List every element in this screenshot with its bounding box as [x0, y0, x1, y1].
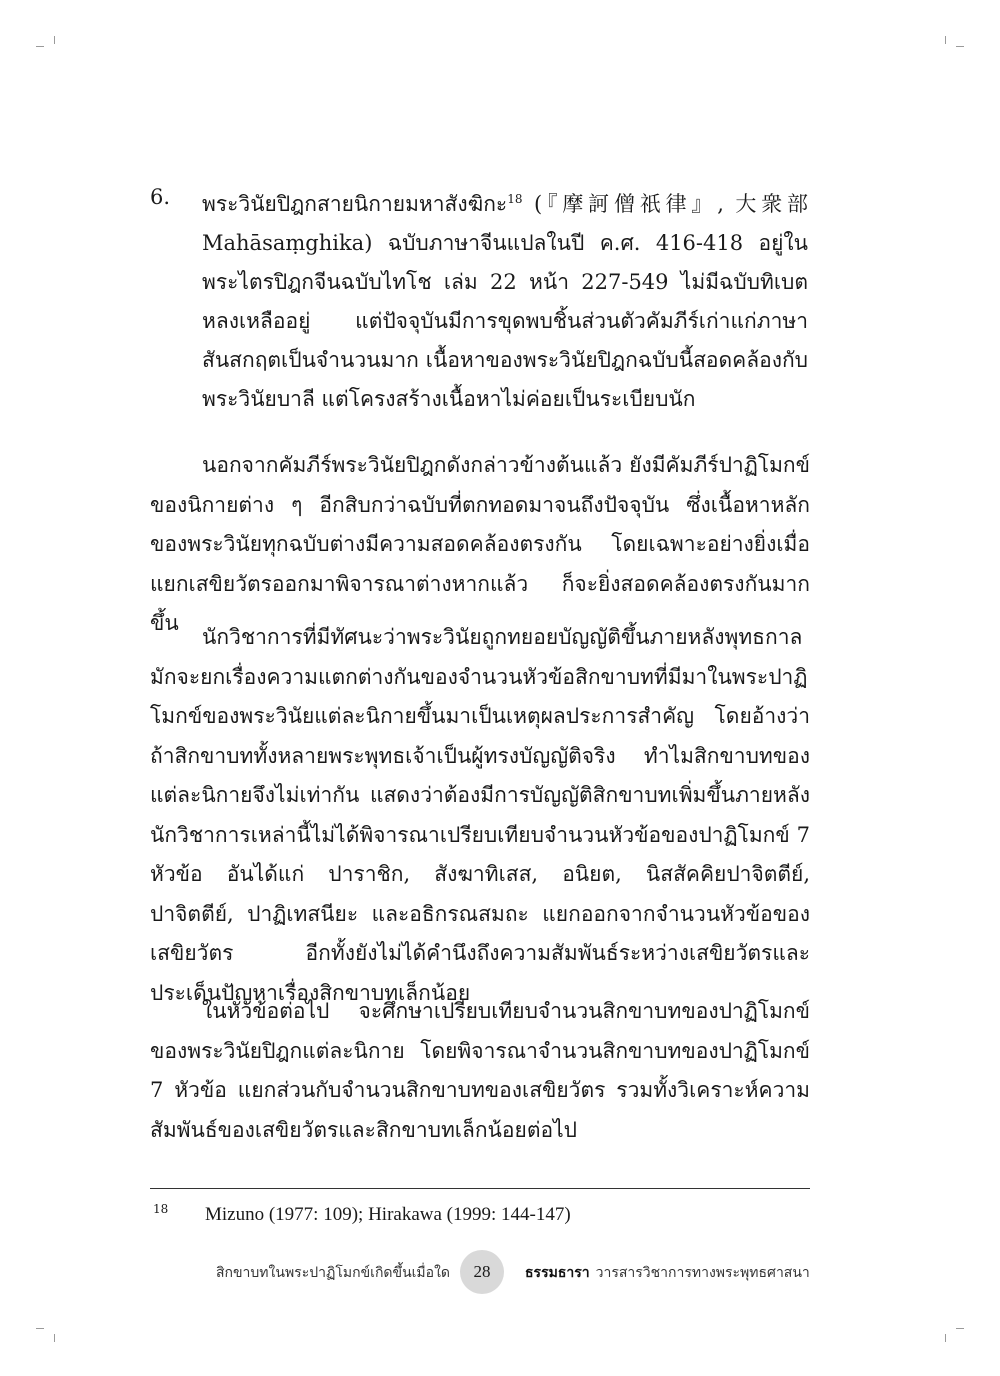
crop-mark — [54, 1334, 55, 1342]
crop-mark — [36, 1328, 44, 1329]
footnote-number: 18 — [153, 1202, 169, 1216]
page-number-text: 28 — [473, 1262, 491, 1281]
journal-title — [525, 1262, 810, 1284]
crop-mark — [945, 1334, 946, 1342]
page-number — [460, 1250, 504, 1294]
crop-mark — [956, 46, 964, 47]
item-lead: พระวินัยปิฎกสายนิกายมหาสังฆิกะ — [202, 192, 508, 216]
journal-name: ธรรมธารา — [525, 1265, 590, 1281]
journal-description: วารสารวิชาการทางพระพุทธศาสนา — [595, 1265, 810, 1281]
crop-mark — [36, 46, 44, 47]
footnote-reference[interactable]: 18 — [507, 192, 523, 206]
footnote-divider — [150, 1188, 810, 1189]
crop-mark — [945, 36, 946, 44]
body-paragraph-1: นอกจากคัมภีร์พระวินัยปิฎกดังกล่าวข้างต้นแล้ว ยังมีคัมภีร์ปาฏิโมกข์ของนิกายต่าง ๆ อีกสิบกว่าฉบับที่ตกทอดมาจนถึงปัจจุบัน ซึ่งเนื้อหาหลักของพระวินัยทุกฉบับต่างมีความสอดคล้องตรงกัน โดยเฉพาะอย่างยิ่งเมื่อแยกเสขิยวัตรออกมาพิจารณาต่างหากแล้ว ก็จะยิ่งสอดคล้องตรงกันมากขึ้น — [150, 453, 810, 635]
body-paragraph-3: ในหัวข้อต่อไป จะศึกษาเปรียบเทียบจำนวนสิกขาบทของปาฏิโมกข์ของพระวินัยปิฎกแต่ละนิกาย โดยพิจารณาจำนวนสิกขาบทของปาฏิโมกข์ 7 หัวข้อ แยกส่วนกับจำนวนสิกขาบทของเสขิยวัตร รวมทั้งวิเคราะห์ความสัมพันธ์ของเสขิยวัตรและสิกขาบทเล็กน้อยต่อไป — [150, 999, 810, 1142]
numbered-item — [150, 185, 810, 419]
crop-mark — [956, 1328, 964, 1329]
body-paragraph-2: นักวิชาการที่มีทัศนะว่าพระวินัยถูกทยอยบัญญัติขึ้นภายหลังพุทธกาล มักจะยกเรื่องความแตกต่างกันของจำนวนหัวข้อสิกขาบทที่มีมาในพระปาฏิโมกข์ของพระวินัยแต่ละนิกายขึ้นมาเป็นเหตุผลประการสำคัญ โดยอ้างว่าถ้าสิกขาบททั้งหลายพระพุทธเจ้าเป็นผู้ทรงบัญญัติจริง ทำไมสิกขาบทของแต่ละนิกายจึงไม่เท่ากัน แสดงว่าต้องมีการบัญญัติสิกขาบทเพิ่มขึ้นภายหลัง นักวิชาการเหล่านี้ไม่ได้พิจารณาเปรียบเทียบจำนวนหัวข้อของปาฏิโมกข์ 7 หัวข้อ อันได้แก่ ปาราชิก, สังฆาทิเสส, อนิยต, นิสสัคคิยปาจิตตีย์, ปาจิตตีย์, ปาฏิเทสนียะ และอธิกรณสมถะ แยกออกจากจำนวนหัวข้อของเสขิยวัตร อีกทั้งยังไม่ได้คำนึงถึงความสัมพันธ์ระหว่างเสขิยวัตรและประเด็นปัญหาเรื่องสิกขาบทเล็กน้อย — [150, 625, 810, 1005]
page-footer — [0, 1250, 1000, 1294]
footnote-text: Mizuno (1977: 109); Hirakawa (1999: 144-147) — [205, 1204, 571, 1225]
item-text: (『摩訶僧祇律』, 大衆部 Mahāsaṃghika) ฉบับภาษาจีนแปลในปี ค.ศ. 416-418 อยู่ในพระไตรปิฎกจีนฉบับไทโช เล่ม 22 หน้า 227-549 ไม่มีฉบับทิเบตหลงเหลืออยู่ แต่ปัจจุบันมีการขุดพบชิ้นส่วนตัวคัมภีร์เก่าแก่ภาษาสันสกฤตเป็นจำนวนมาก เนื้อหาของพระวินัยปิฎกฉบับนี้สอดคล้องกับพระวินัยบาลี แต่โครงสร้างเนื้อหาไม่ค่อยเป็นระเบียบนัก — [202, 192, 808, 411]
item-number: 6. — [150, 185, 171, 209]
running-title: สิกขาบทในพระปาฏิโมกข์เกิดขึ้นเมื่อใด — [215, 1265, 450, 1281]
crop-mark — [54, 36, 55, 44]
item-body — [202, 185, 808, 419]
